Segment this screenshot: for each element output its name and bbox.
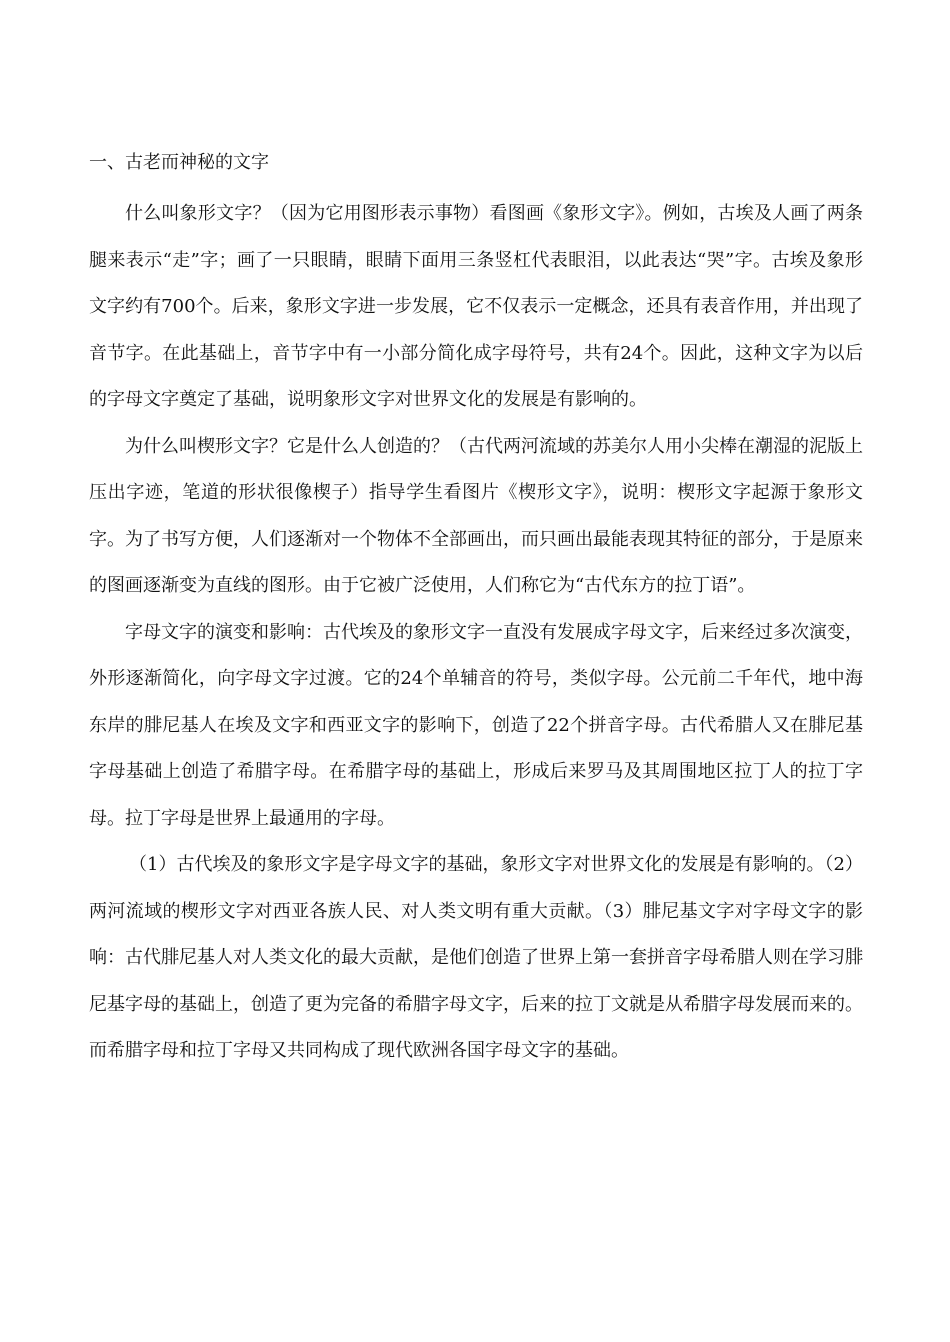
paragraph-summary: （1）古代埃及的象形文字是字母文字的基础，象形文字对世界文化的发展是有影响的。（2）两河流域的楔形文字对西亚各族人民、对人类文明有重大贡献。（3）腓尼基文字对字母文字的影响：古代腓尼基人对人类文化的最大贡献，是他们创造了世界上第一套拼音字母希腊人则在学习腓尼基字母的基础上，创造了更为完备的希腊字母文字，后来的拉丁文就是从希腊字母发展而来的。而希腊字母和拉丁字母又共同构成了现代欧洲各国字母文字的基础。	[89, 854, 863, 1061]
paragraph-pictographs: 什么叫象形文字？（因为它用图形表示事物）看图画《象形文字》。例如，古埃及人画了两条腿来表示“走”字；画了一只眼睛，眼睛下面用三条竖杠代表眼泪，以此表达“哭”字。古埃及象形文字约有700个。后来，象形文字进一步发展，它不仅表示一定概念，还具有表音作用，并出现了音节字。在此基础上，音节字中有一小部分简化成字母符号，共有24个。因此，这种文字为以后的字母文字奠定了基础，说明象形文字对世界文化的发展是有影响的。	[89, 203, 863, 410]
document-page	[89, 148, 863, 1075]
section-heading: 一、古老而神秘的文字	[89, 152, 269, 173]
paragraph-cuneiform: 为什么叫楔形文字？它是什么人创造的？（古代两河流域的苏美尔人用小尖棒在潮湿的泥版上压出字迹，笔道的形状很像楔子）指导学生看图片《楔形文字》，说明：楔形文字起源于象形文字。为了书写方便，人们逐渐对一个物体不全部画出，而只画出最能表现其特征的部分，于是原来的图画逐渐变为直线的图形。由于它被广泛使用，人们称它为“古代东方的拉丁语”。	[89, 435, 863, 596]
paragraph-alphabet-evolution: 字母文字的演变和影响：古代埃及的象形文字一直没有发展成字母文字，后来经过多次演变，外形逐渐简化，向字母文字过渡。它的24个单辅音的符号，类似字母。公元前二千年代，地中海东岸的腓尼基人在埃及文字和西亚文字的影响下，创造了22个拼音字母。古代希腊人又在腓尼基字母基础上创造了希腊字母。在希腊字母的基础上，形成后来罗马及其周围地区拉丁人的拉丁字母。拉丁字母是世界上最通用的字母。	[89, 621, 863, 829]
